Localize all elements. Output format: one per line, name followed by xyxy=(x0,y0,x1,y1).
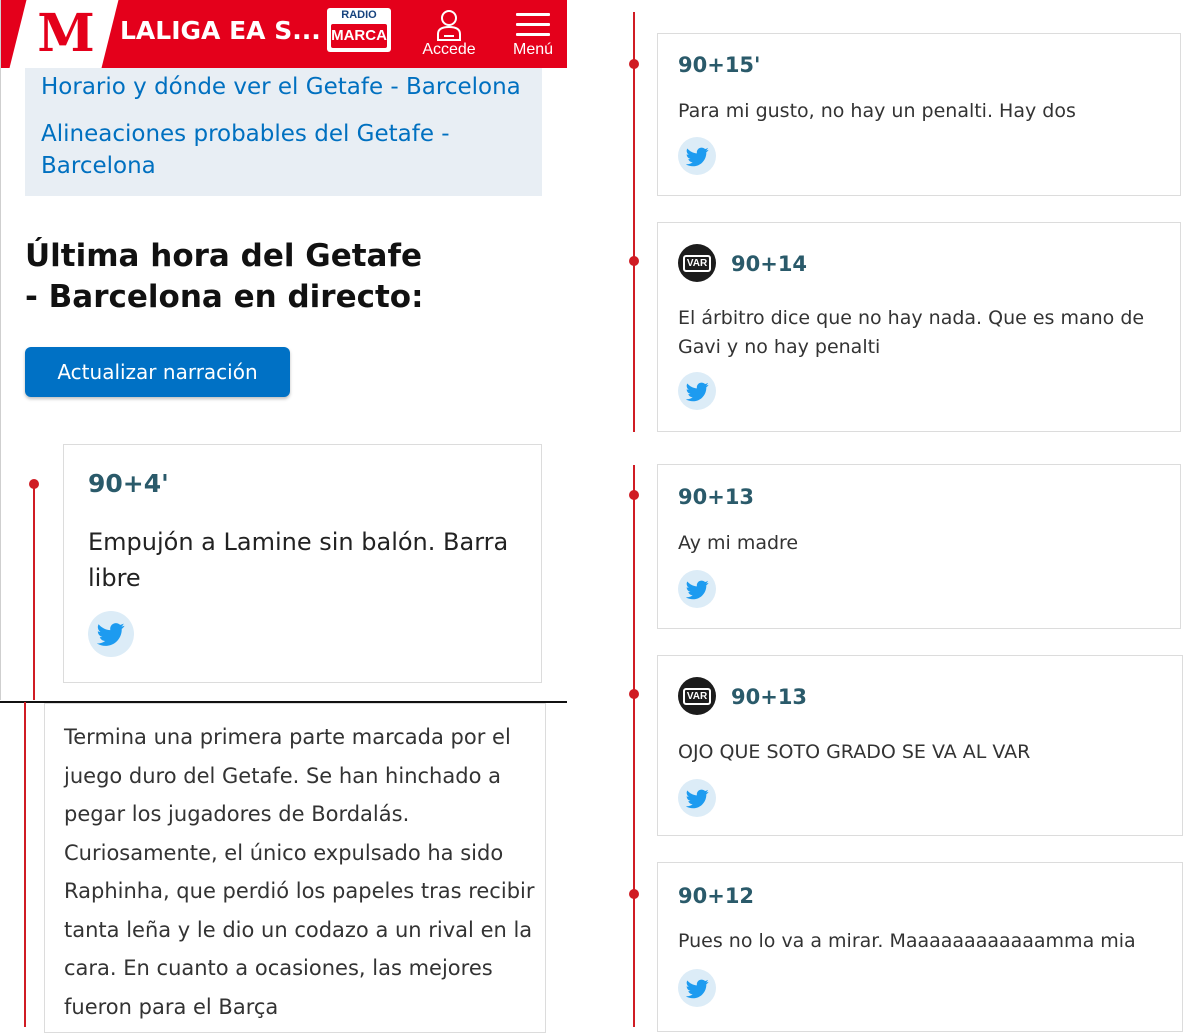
timeline-dot xyxy=(629,889,639,899)
menu-label[interactable]: Menú xyxy=(512,41,554,58)
twitter-share-button[interactable] xyxy=(678,969,716,1007)
related-links-box xyxy=(25,68,542,196)
twitter-icon xyxy=(686,145,709,168)
entry-text: Para mi gusto, no hay un penalti. Hay dos xyxy=(678,100,1076,122)
entry-minute: 90+4' xyxy=(88,469,169,498)
var-label: VAR xyxy=(683,688,711,705)
left-frame-border xyxy=(0,0,1,700)
timeline-dot xyxy=(29,479,39,489)
live-entry-card xyxy=(657,862,1183,1032)
twitter-icon xyxy=(686,380,709,403)
timeline-dot xyxy=(629,490,639,500)
refresh-narration-button[interactable]: Actualizar narración xyxy=(25,347,290,397)
live-heading: Última hora del Getafe - Barcelona en directo: xyxy=(25,238,424,315)
timeline-dot xyxy=(629,59,639,69)
live-entry-card xyxy=(657,33,1181,196)
radio-brand: MARCA xyxy=(331,24,387,48)
timeline-line xyxy=(33,484,35,700)
live-entry-card xyxy=(63,444,542,683)
twitter-icon xyxy=(686,578,709,601)
live-entry-card xyxy=(657,655,1183,836)
timeline-dot xyxy=(629,256,639,266)
entry-minute: 90+15' xyxy=(678,53,761,77)
twitter-icon xyxy=(686,787,709,810)
entry-text: Empujón a Lamine sin balón. Barra libre xyxy=(88,528,509,592)
summary-card xyxy=(44,703,546,1033)
entry-minute: 90+13 xyxy=(731,685,808,709)
twitter-share-button[interactable] xyxy=(88,611,134,657)
twitter-share-button[interactable] xyxy=(678,570,716,608)
live-entry-card xyxy=(657,464,1181,629)
link-lineups-cont[interactable]: Barcelona xyxy=(41,153,156,179)
marca-logo[interactable]: M xyxy=(37,3,95,64)
user-icon[interactable] xyxy=(435,9,463,41)
timeline-line xyxy=(24,702,26,1027)
twitter-icon xyxy=(686,977,709,1000)
var-label: VAR xyxy=(683,255,711,272)
entry-text: OJO QUE SOTO GRADO SE VA AL VAR xyxy=(678,741,1031,763)
link-schedule[interactable]: Horario y dónde ver el Getafe - Barcelona xyxy=(41,74,521,100)
entry-minute: 90+13 xyxy=(678,485,755,509)
entry-text: Ay mi madre xyxy=(678,532,799,554)
entry-minute: 90+12 xyxy=(678,884,755,908)
twitter-share-button[interactable] xyxy=(678,137,716,175)
timeline-line xyxy=(633,12,635,432)
login-label[interactable]: Accede xyxy=(422,41,476,58)
twitter-share-button[interactable] xyxy=(678,779,716,817)
timeline-line xyxy=(633,465,635,1027)
radio-marca-button[interactable] xyxy=(327,8,391,52)
section-title[interactable]: LALIGA EA S... xyxy=(120,16,321,45)
radio-label: RADIO xyxy=(341,9,377,21)
twitter-share-button[interactable] xyxy=(678,372,716,410)
var-icon xyxy=(678,244,716,282)
summary-text: Termina una primera parte marcada por el juego duro del Getafe. Se han hinchado a pegar los jugadores de Bordalás. Curiosamente, el único expulsado ha sido Raphinha, que perdió los papeles tras recibir tanta leña y le dio un codazo a un rival en la cara. En cuanto a ocasiones, las mejores fueron para el Barça xyxy=(64,725,535,1019)
timeline-dot xyxy=(629,689,639,699)
var-icon xyxy=(678,677,716,715)
hamburger-menu-icon[interactable] xyxy=(516,13,550,37)
entry-text: El árbitro dice que no hay nada. Que es mano de Gavi y no hay penalti xyxy=(678,307,1145,358)
live-entry-card xyxy=(657,222,1181,432)
entry-text: Pues no lo va a mirar. Maaaaaaaaaaaamma mia xyxy=(678,930,1136,952)
link-lineups[interactable]: Alineaciones probables del Getafe - xyxy=(41,121,450,147)
entry-minute: 90+14 xyxy=(731,252,808,276)
twitter-icon xyxy=(97,620,125,648)
